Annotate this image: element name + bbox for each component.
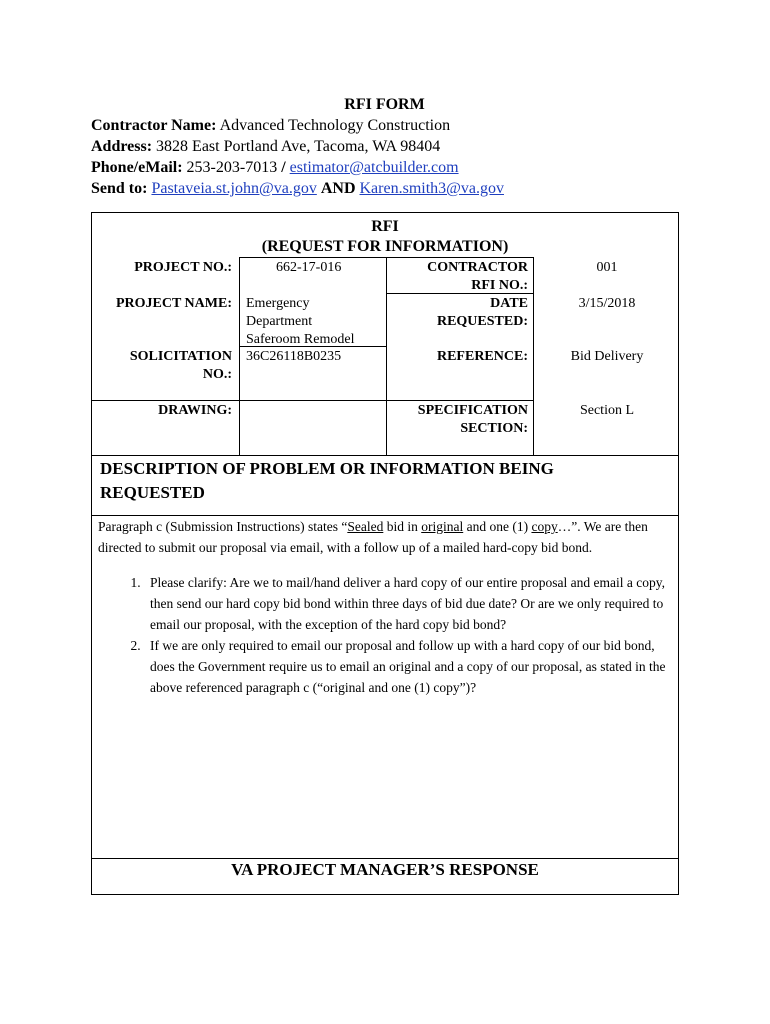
description-paragraph <box>98 516 670 558</box>
project-name-line2: Department <box>246 314 313 329</box>
date-label-line1: DATE <box>490 296 528 311</box>
address-value: 3828 East Portland Ave, Tacoma, WA 98404 <box>156 138 441 155</box>
description-body <box>98 516 670 698</box>
phone-email-separator: / <box>277 159 290 176</box>
question-item-1: 1. Please clarify: Are we to mail/hand deliver a hard copy of our entire proposal and email a copy, then send our hard copy bid bond within three days of bid due date? Or are we only required to email our proposal, with the exception of the hard copy bid bond? <box>144 572 670 635</box>
para-text-d: …”. We are then directed to submit our proposal via email, with a follow up of a mailed hard-copy bid bond. <box>98 519 648 555</box>
form-title: RFI FORM <box>344 96 425 113</box>
question-list <box>98 572 670 698</box>
spec-section-label <box>388 402 528 438</box>
project-name-line1: Emergency <box>246 296 310 311</box>
divider <box>92 400 533 401</box>
phone-value: 253-203-7013 <box>186 159 278 176</box>
send-to-label: Send to: <box>91 180 148 197</box>
para-text-a: Paragraph c (Submission Instructions) states “ <box>98 519 348 534</box>
description-title-line2: REQUESTED <box>100 483 205 502</box>
divider <box>386 257 533 258</box>
project-no-value: 662-17-016 <box>276 260 342 275</box>
contractor-rfi-no-value: 001 <box>596 260 618 275</box>
rfi-title-line1: RFI <box>371 218 399 235</box>
description-title <box>100 457 660 505</box>
contractor-rfi-no-label <box>388 259 528 295</box>
send-to-line <box>91 178 691 199</box>
phone-email-label: Phone/eMail: <box>91 159 183 176</box>
project-no-label: PROJECT NO.: <box>134 260 232 275</box>
para-text-b: bid in <box>383 519 422 534</box>
project-name-line3: Saferoom Remodel <box>246 332 355 347</box>
response-title: VA PROJECT MANAGER’S RESPONSE <box>231 860 539 879</box>
contractor-email-link[interactable]: estimator@atcbuilder.com <box>289 159 459 176</box>
para-text-c: and one (1) <box>463 519 532 534</box>
contractor-name-line <box>91 115 691 136</box>
divider <box>239 257 386 258</box>
reference-value: Bid Delivery <box>570 349 644 364</box>
spec-label-line2: SECTION: <box>460 421 528 436</box>
drawing-label: DRAWING: <box>158 403 232 418</box>
send-to-email-1-link[interactable]: Pastaveia.st.john@va.gov <box>151 180 317 197</box>
divider <box>92 455 678 456</box>
address-label: Address: <box>91 138 153 155</box>
rfi-table <box>91 212 679 895</box>
contractor-name: Advanced Technology Construction <box>219 117 451 134</box>
rfi-table-title <box>92 217 678 257</box>
send-to-email-2-link[interactable]: Karen.smith3@va.gov <box>359 180 504 197</box>
project-name-value <box>246 295 384 349</box>
solicitation-label-line2: NO.: <box>202 367 232 382</box>
spec-section-value: Section L <box>579 403 635 418</box>
contractor-name-label: Contractor Name: <box>91 117 217 134</box>
divider <box>386 257 387 455</box>
date-requested-label <box>388 295 528 331</box>
description-title-line1: DESCRIPTION OF PROBLEM OR INFORMATION BEING <box>100 459 554 478</box>
reference-label: REFERENCE: <box>436 349 528 364</box>
rfi-title-line2: (REQUEST FOR INFORMATION) <box>261 238 509 255</box>
solicitation-label <box>92 348 232 384</box>
divider <box>239 257 240 455</box>
contractor-rfi-label-line2: RFI NO.: <box>471 278 528 293</box>
date-label-line2: REQUESTED: <box>436 314 528 329</box>
contractor-rfi-label-line1: CONTRACTOR <box>427 260 528 275</box>
phone-email-line <box>91 157 691 178</box>
form-header <box>91 94 691 199</box>
para-sealed: Sealed <box>347 519 384 534</box>
address-line <box>91 136 691 157</box>
solicitation-label-line1: SOLICITATION <box>129 349 232 364</box>
project-name-label: PROJECT NAME: <box>115 296 232 311</box>
question-item-2: 2. If we are only required to email our proposal and follow up with a hard copy of our bid bond, does the Government require us to email an original and a copy of our proposal, as stated in the above referenced paragraph c (“original and one (1) copy”)? <box>144 635 670 698</box>
para-copy: copy <box>531 519 558 534</box>
send-to-and: AND <box>320 180 356 197</box>
spec-label-line1: SPECIFICATION <box>417 403 528 418</box>
date-requested-value: 3/15/2018 <box>578 296 636 311</box>
para-original: original <box>421 519 464 534</box>
solicitation-no-value: 36C26118B0235 <box>246 349 342 364</box>
